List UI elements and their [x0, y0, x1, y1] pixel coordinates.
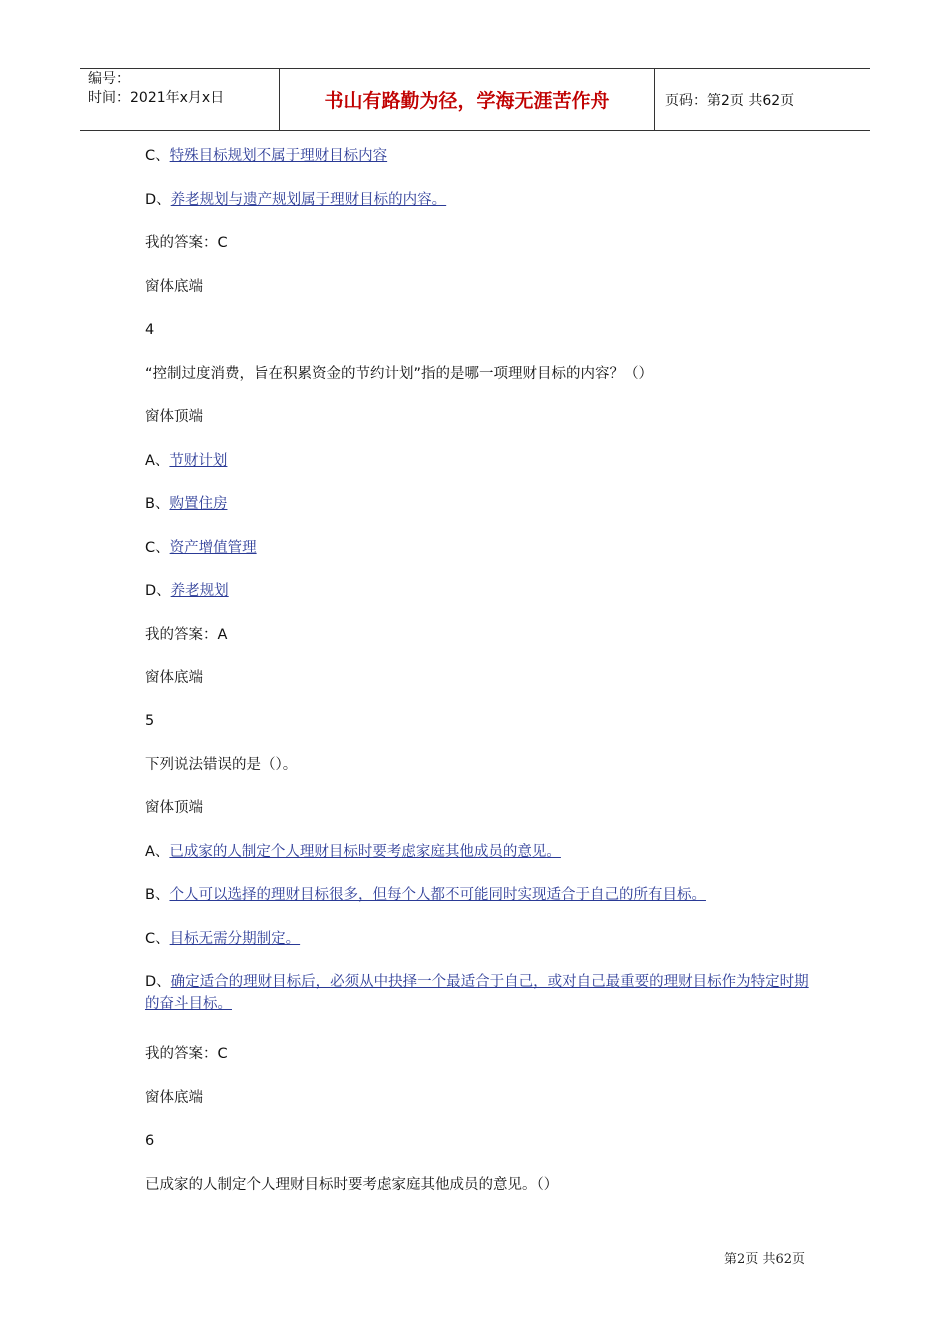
answer-option: [145, 450, 815, 472]
answer-option: [145, 928, 815, 950]
text-line: 窗体底端: [145, 279, 203, 295]
text-line: 窗体顶端: [145, 800, 203, 816]
option-letter: C、: [145, 931, 170, 947]
option-letter: A、: [145, 453, 170, 469]
text-line: “控制过度消费，旨在积累资金的节约计划”指的是哪一项理财目标的内容？（）: [145, 366, 654, 382]
page-header: [80, 68, 870, 131]
answer-option: [145, 580, 815, 602]
text-line: 5: [145, 713, 155, 729]
option-link[interactable]: 资产增值管理: [169, 540, 257, 556]
text-line: 已成家的人制定个人理财目标时要考虑家庭其他成员的意见。（）: [145, 1177, 559, 1193]
option-link[interactable]: 目标无需分期制定。: [169, 931, 301, 947]
text-line: 我的答案：C: [145, 1046, 228, 1062]
option-letter: B、: [145, 496, 170, 512]
text-line: 窗体底端: [145, 1090, 203, 1106]
option-letter: C、: [145, 148, 170, 164]
text-line: 窗体底端: [145, 670, 203, 686]
text-line: 我的答案：A: [145, 627, 228, 643]
answer-option: [145, 145, 815, 167]
answer-option: [145, 884, 815, 906]
header-page-label: 页码：第2页 共62页: [665, 92, 795, 109]
answer-option: [145, 189, 815, 211]
answer-option: [145, 493, 815, 515]
option-link[interactable]: 确定适合的理财目标后，必须从中抉择一个最适合于自己，或对自己最重要的理财目标作为特定时期的奋斗目标。: [145, 974, 809, 1012]
text-line: 我的答案：C: [145, 235, 228, 251]
option-link[interactable]: 特殊目标规划不属于理财目标内容: [169, 148, 388, 164]
time-label: 时间：2021年x月x日: [88, 90, 225, 106]
text-line: 窗体顶端: [145, 409, 203, 425]
option-letter: B、: [145, 887, 170, 903]
text-line: 6: [145, 1133, 155, 1149]
option-link[interactable]: 已成家的人制定个人理财目标时要考虑家庭其他成员的意见。: [169, 844, 561, 860]
text-line: 下列说法错误的是（）。: [145, 757, 298, 773]
number-label: 编号：: [88, 71, 130, 87]
option-link[interactable]: 购置住房: [169, 496, 228, 512]
option-link[interactable]: 养老规划: [170, 583, 229, 599]
header-meta: [80, 69, 280, 130]
header-motto: 书山有路勤为径，学海无涯苦作舟: [280, 69, 655, 130]
option-link[interactable]: 节财计划: [169, 453, 228, 469]
answer-option: [145, 537, 815, 559]
option-letter: D、: [145, 192, 171, 208]
option-letter: A、: [145, 844, 170, 860]
text-line: 4: [145, 322, 155, 338]
option-letter: D、: [145, 583, 171, 599]
option-link[interactable]: 个人可以选择的理财目标很多，但每个人都不可能同时实现适合于自己的所有目标。: [169, 887, 706, 903]
answer-option: [145, 841, 815, 863]
answer-option: [145, 971, 815, 1015]
option-link[interactable]: 养老规划与遗产规划属于理财目标的内容。: [170, 192, 447, 208]
page-footer: 第2页 共62页: [724, 1252, 805, 1267]
option-letter: C、: [145, 540, 170, 556]
option-letter: D、: [145, 974, 171, 990]
